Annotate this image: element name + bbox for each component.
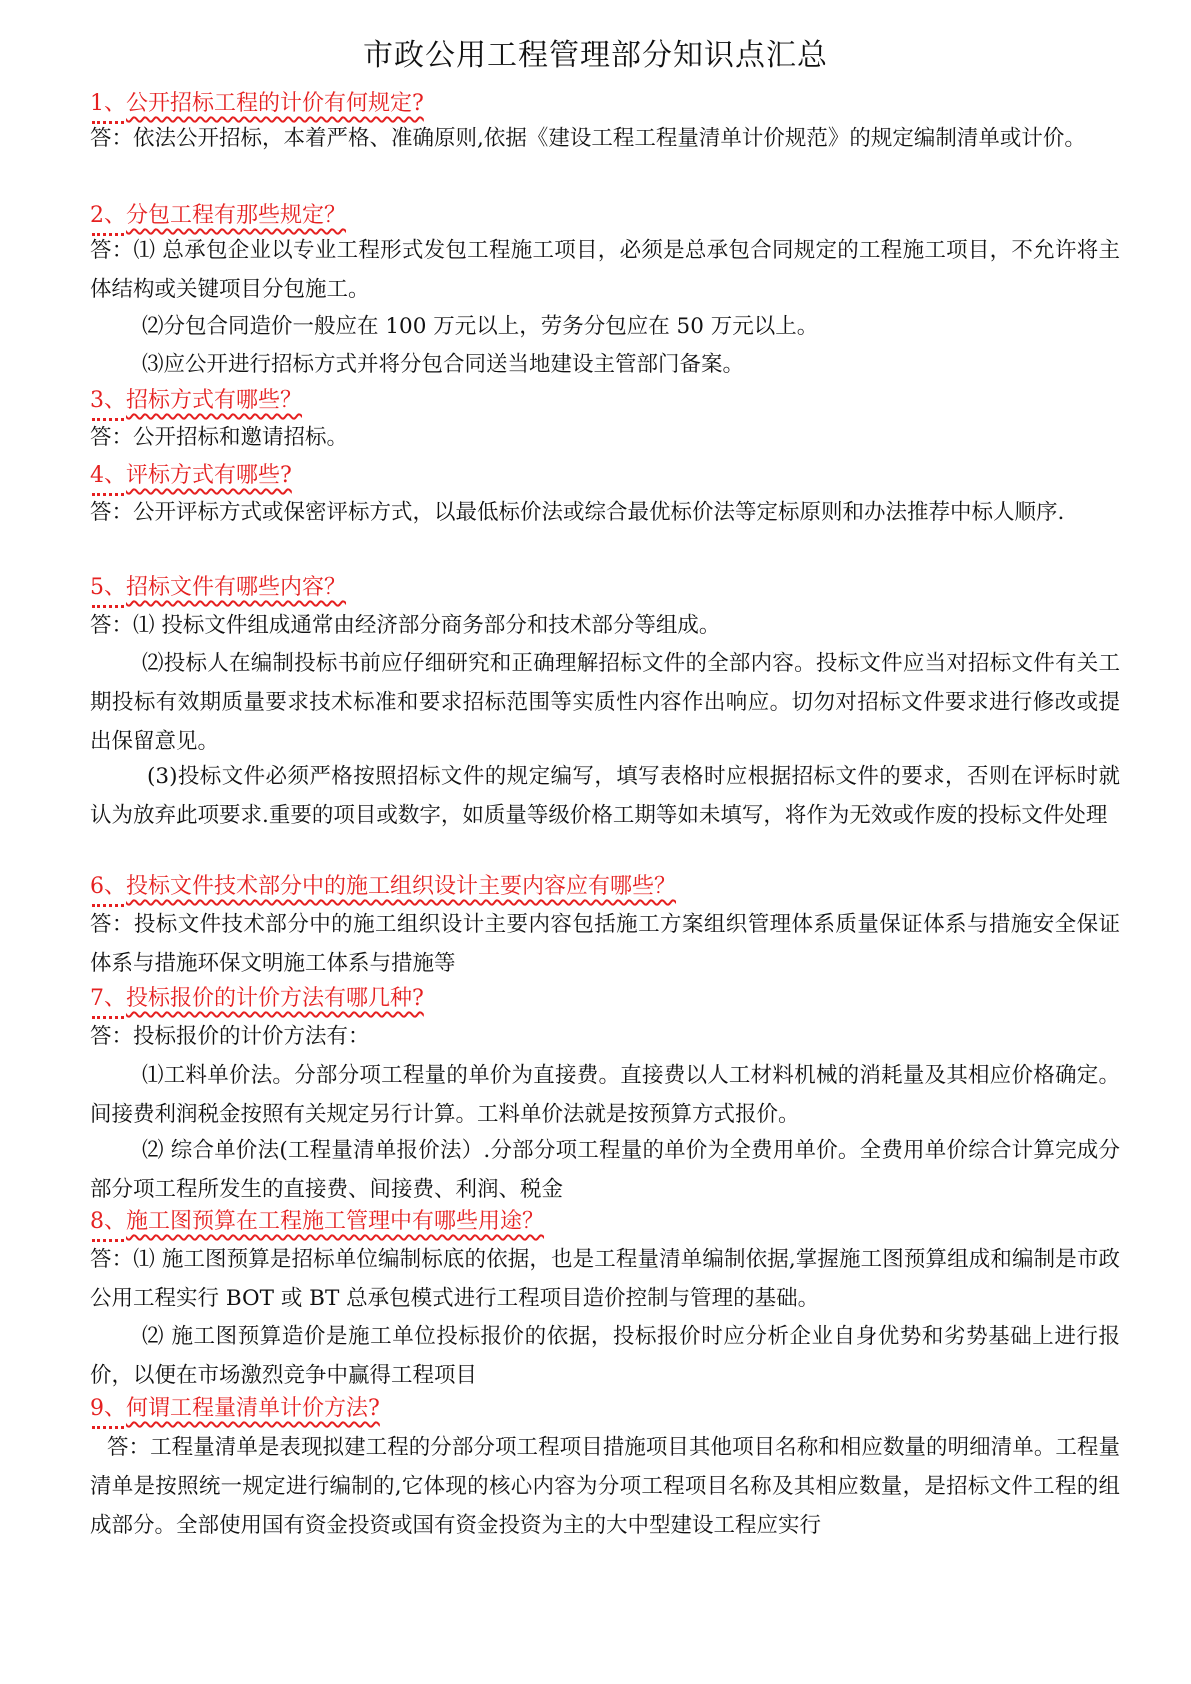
question-number: 4、	[90, 463, 126, 488]
question-3	[90, 384, 302, 418]
answer-paragraph: 答：投标文件技术部分中的施工组织设计主要内容包括施工方案组织管理体系质量保证体系与措施安全保证体系与措施环保文明施工体系与措施等	[90, 912, 1120, 976]
question-text: 公开招标工程的计价有何规定?	[126, 91, 424, 116]
question-text: 分包工程有那些规定？	[126, 203, 347, 228]
answer-paragraph: (3)投标文件必须严格按照招标文件的规定编写，填写表格时应根据招标文件的要求，否则在评标时就认为放弃此项要求.重要的项目或数字，如质量等级价格工期等如未填写，将作为无效或作废的投标文件处理	[90, 764, 1120, 828]
question-text: 评标方式有哪些?	[126, 463, 292, 488]
question-number: 3、	[90, 388, 126, 413]
question-2	[90, 199, 346, 233]
question-text: 招标方式有哪些？	[126, 388, 303, 413]
question-text: 投标报价的计价方法有哪几种?	[126, 986, 424, 1011]
answer-paragraph: 答：⑴ 施工图预算是招标单位编制标底的依据，也是工程量清单编制依据,掌握施工图预算组成和编制是市政公用工程实行 BOT 或 BT 总承包模式进行工程项目造价控制与管理的基础。	[90, 1247, 1120, 1311]
question-number: 6、	[90, 874, 126, 899]
answer-paragraph: ⑵ 综合单价法(工程量清单报价法）.分部分项工程量的单价为全费用单价。全费用单价综合计算完成分部分项工程所发生的直接费、间接费、利润、税金	[90, 1138, 1120, 1202]
answer-paragraph: 答：依法公开招标，本着严格、准确原则,依据《建设工程工程量清单计价规范》的规定编制清单或计价。	[90, 126, 1086, 151]
answer-paragraph: ⑵分包合同造价一般应在 100 万元以上，劳务分包应在 50 万元以上。	[142, 314, 819, 339]
question-8	[90, 1205, 544, 1239]
answer-paragraph: ⑴工料单价法。分部分项工程量的单价为直接费。直接费以人工材料机械的消耗量及其相应价格确定。间接费利润税金按照有关规定另行计算。工料单价法就是按预算方式报价。	[90, 1063, 1120, 1127]
question-4	[90, 459, 292, 493]
question-number: 8、	[90, 1209, 126, 1234]
question-number: 2、	[90, 203, 126, 228]
answer-paragraph: 答：工程量清单是表现拟建工程的分部分项工程项目措施项目其他项目名称和相应数量的明细清单。工程量清单是按照统一规定进行编制的,它体现的核心内容为分项工程项目名称及其相应数量，是招标文件工程的组成部分。全部使用国有资金投资或国有资金投资为主的大中型建设工程应实行	[90, 1435, 1120, 1538]
question-6	[90, 870, 676, 904]
answer-paragraph: 答：投标报价的计价方法有：	[90, 1024, 370, 1049]
question-9	[90, 1392, 380, 1426]
question-number: 5、	[90, 575, 126, 600]
question-text: 招标文件有哪些内容？	[126, 575, 347, 600]
page-title: 市政公用工程管理部分知识点汇总	[363, 38, 828, 73]
answer-paragraph: ⑵ 施工图预算造价是施工单位投标报价的依据，投标报价时应分析企业自身优势和劣势基础上进行报价，以便在市场激烈竞争中赢得工程项目	[90, 1324, 1120, 1388]
answer-paragraph: 答：⑴ 总承包企业以专业工程形式发包工程施工项目，必须是总承包合同规定的工程施工项目，不允许将主体结构或关键项目分包施工。	[90, 238, 1120, 302]
question-number: 9、	[90, 1396, 126, 1421]
question-text: 投标文件技术部分中的施工组织设计主要内容应有哪些？	[126, 874, 677, 899]
answer-paragraph: 答：⑴ 投标文件组成通常由经济部分商务部分和技术部分等组成。	[90, 613, 721, 638]
question-7	[90, 982, 424, 1016]
answer-paragraph: 答：公开招标和邀请招标。	[90, 425, 349, 450]
question-text: 何谓工程量清单计价方法?	[126, 1396, 380, 1421]
question-text: 施工图预算在工程施工管理中有哪些用途？	[126, 1209, 545, 1234]
question-1	[90, 87, 424, 121]
answer-paragraph: 答：公开评标方式或保密评标方式，以最低标价法或综合最优标价法等定标原则和办法推荐中标人顺序.	[90, 500, 1065, 525]
answer-paragraph: ⑵投标人在编制投标书前应仔细研究和正确理解招标文件的全部内容。投标文件应当对招标文件有关工期投标有效期质量要求技术标准和要求招标范围等实质性内容作出响应。切勿对招标文件要求进行修改或提出保留意见。	[90, 651, 1120, 754]
answer-paragraph: ⑶应公开进行招标方式并将分包合同送当地建设主管部门备案。	[142, 352, 745, 377]
question-5	[90, 571, 346, 605]
question-number: 1、	[90, 91, 126, 116]
question-number: 7、	[90, 986, 126, 1011]
